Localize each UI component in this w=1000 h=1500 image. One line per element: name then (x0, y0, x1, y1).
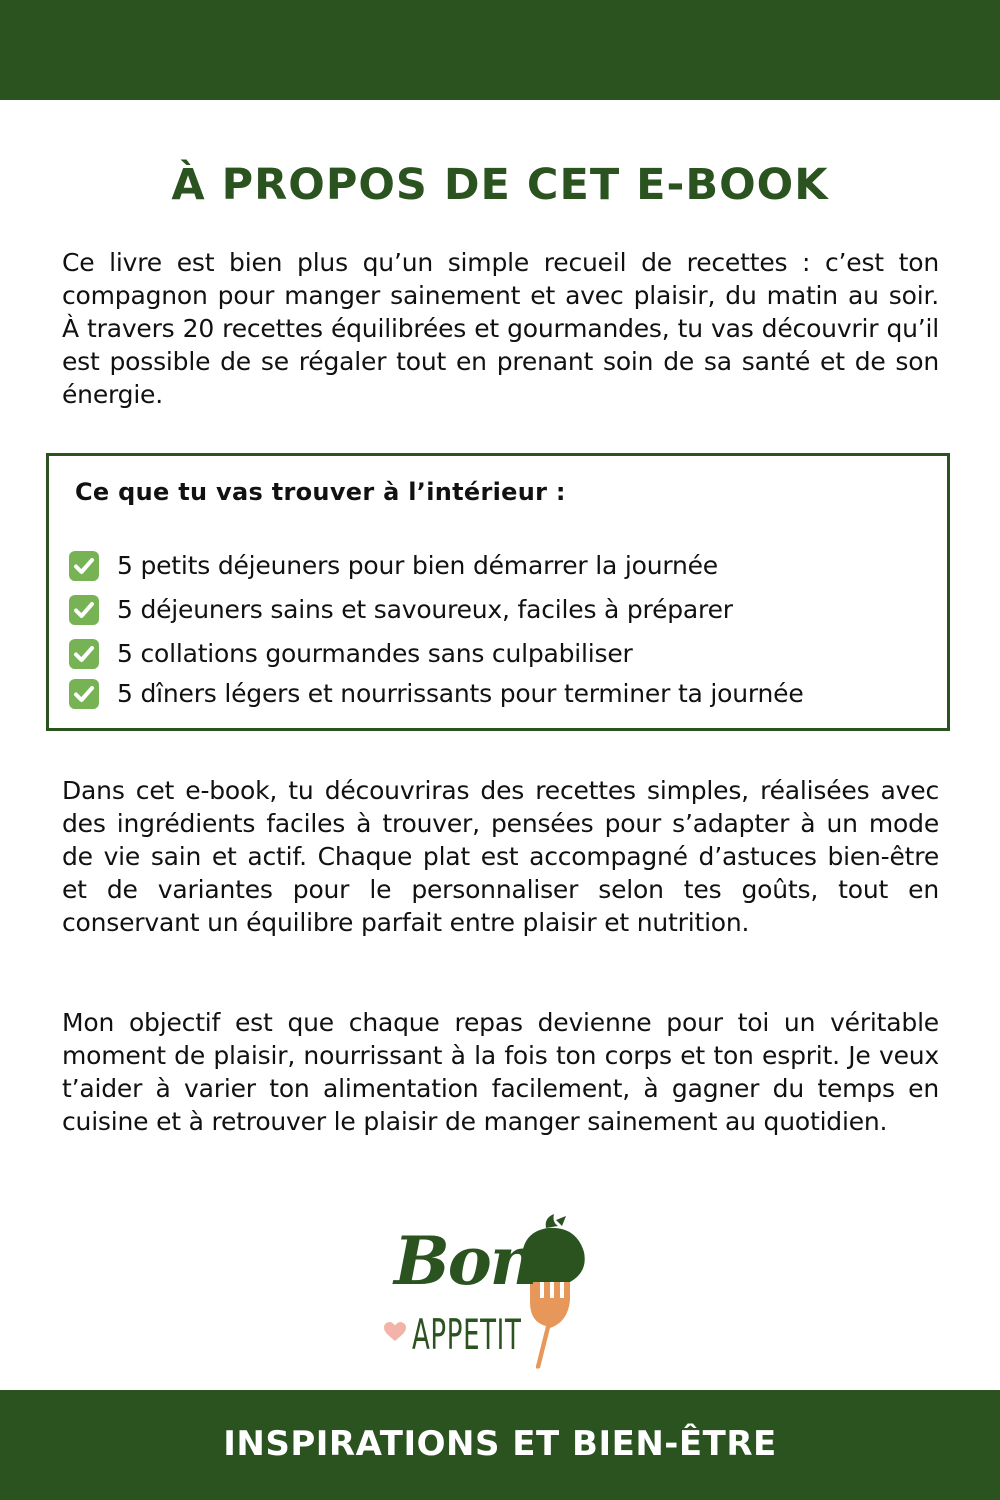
logo (380, 1210, 610, 1375)
bottom-band (0, 1390, 1000, 1500)
contents-box (46, 453, 950, 731)
heart-icon (384, 1322, 406, 1342)
list-item-label: 5 dîners légers et nourrissants pour terminer ta journée (117, 679, 804, 708)
body-paragraph-2: Dans cet e-book, tu découvriras des recettes simples, réalisées avec des ingrédients faciles à trouver, pensées pour s’adapter à un mode de vie sain et actif. Chaque plat est accompagné d’astuces bien-être et de variantes pour le personnaliser selon tes goûts, tout en conservant un équilibre parfait entre plaisir et nutrition. (62, 776, 939, 937)
list-item (69, 548, 804, 592)
intro-paragraph: Ce livre est bien plus qu’un simple recueil de recettes : c’est ton compagnon pour manger sainement et avec plaisir, du matin au soir. À travers 20 recettes équilibrées et gourmandes, tu vas découvrir qu’il est possible de se régaler tout en prenant soin de sa santé et de son énergie. (62, 248, 939, 409)
list-item-label: 5 collations gourmandes sans culpabiliser (117, 639, 633, 668)
top-band (0, 0, 1000, 100)
contents-heading: Ce que tu vas trouver à l’intérieur : (75, 478, 566, 506)
check-mark-icon (69, 639, 99, 669)
list-item (69, 676, 804, 720)
list-item-label: 5 déjeuners sains et savoureux, faciles à préparer (117, 595, 733, 624)
list-item-label: 5 petits déjeuners pour bien démarrer la journée (117, 551, 718, 580)
list-item (69, 592, 804, 636)
check-mark-icon (69, 551, 99, 581)
check-mark-icon (69, 679, 99, 709)
contents-list (69, 548, 804, 720)
list-item (69, 636, 804, 680)
check-mark-icon (69, 595, 99, 625)
logo-text-bon: Bon (394, 1222, 536, 1300)
footer-text: INSPIRATIONS ET BIEN-ÊTRE (223, 1424, 777, 1464)
page-title: À PROPOS DE CET E-BOOK (171, 160, 829, 210)
body-paragraph-3: Mon objectif est que chaque repas devienne pour toi un véritable moment de plaisir, nourrissant à la fois ton corps et ton esprit. Je veux t’aider à varier ton alimentation facilement, à gagner du temps en cuisine et à retrouver le plaisir de manger sainement au quotidien. (62, 1008, 939, 1136)
logo-text-appetit: APPETIT (412, 1310, 522, 1359)
